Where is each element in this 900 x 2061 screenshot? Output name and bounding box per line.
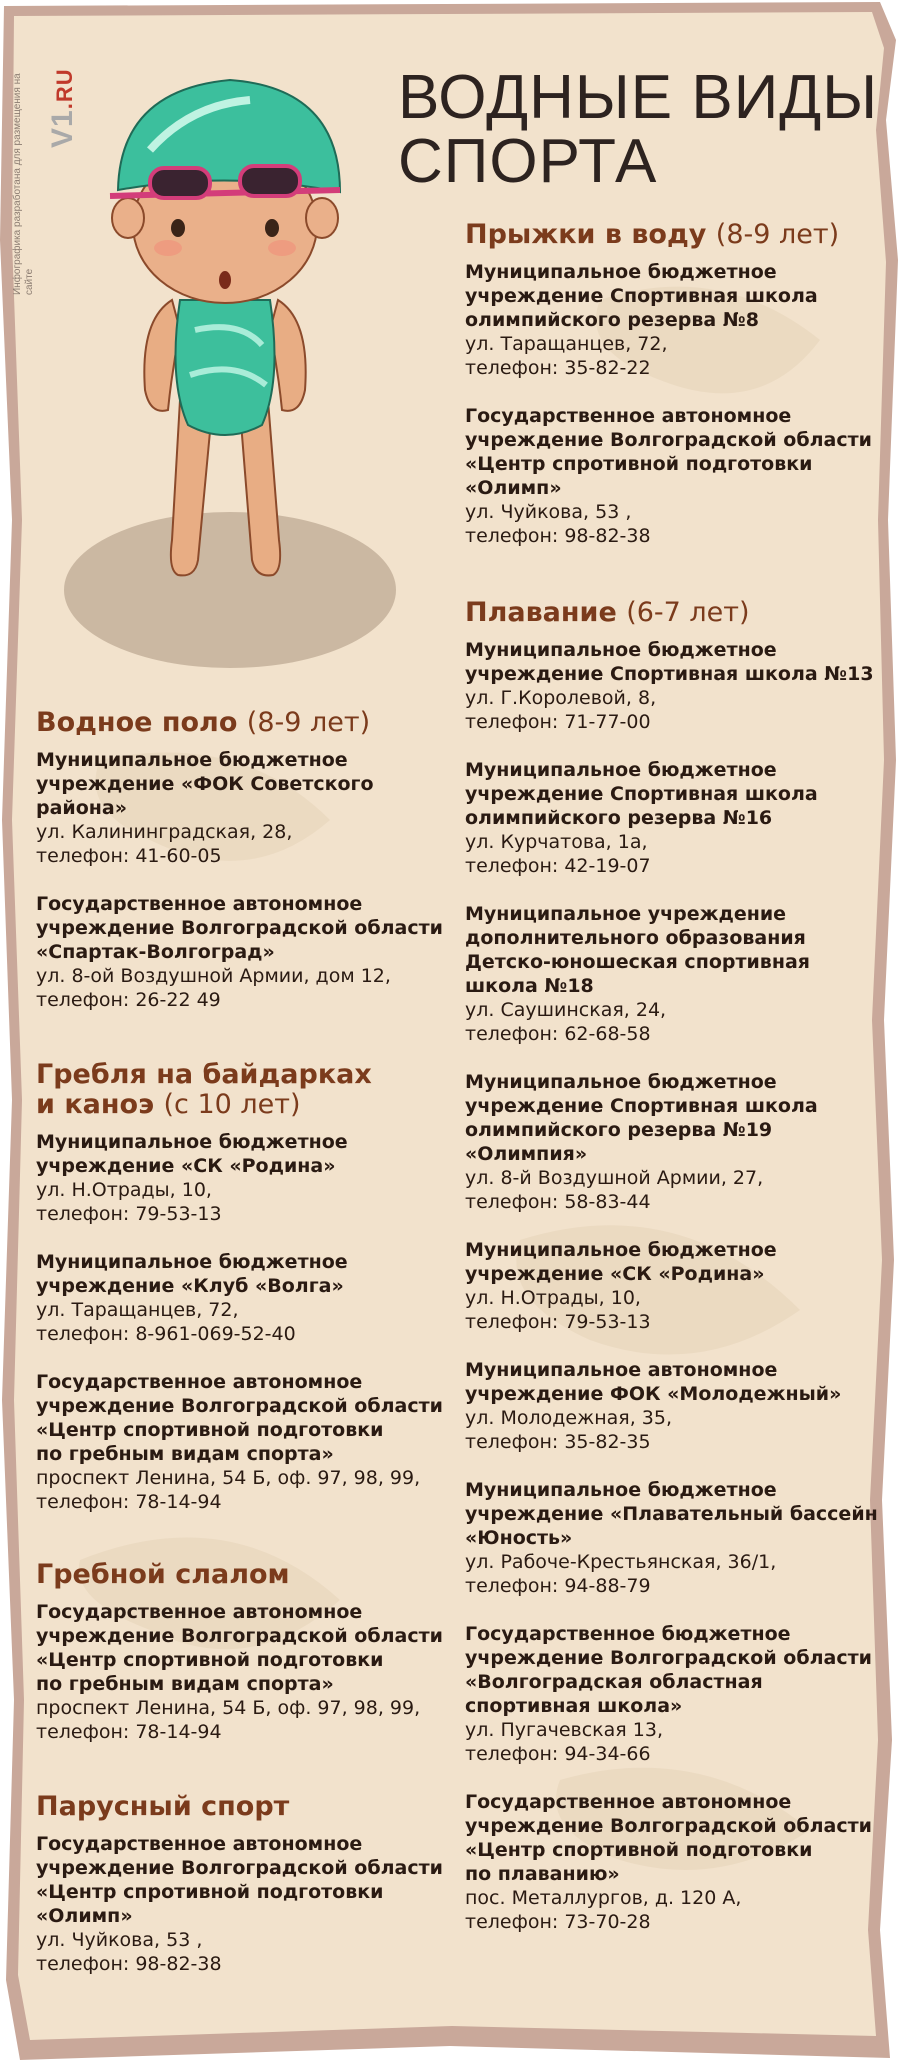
- organization-address: ул. Н.Отрады, 10,: [465, 1287, 641, 1309]
- organization-entry: [36, 748, 446, 868]
- organization-phone: телефон: 98-82-38: [36, 1953, 222, 1975]
- organization-address: ул. Таращанцев, 72,: [36, 1299, 239, 1321]
- organization-entry: [36, 892, 446, 1012]
- organization-entry: [36, 1250, 446, 1346]
- organization-entry: [465, 758, 885, 878]
- organization-entry: [36, 1832, 446, 1976]
- organization-address: ул. 8-ой Воздушной Армии, дом 12,: [36, 965, 391, 987]
- section-heading: Гребля на байдарках и каноэ (с 10 лет): [36, 1059, 372, 1120]
- organization-entry: [465, 1070, 885, 1214]
- organization-name: Муниципальное бюджетное учреждение Спортивная школа олимпийского резерва №16: [465, 759, 818, 829]
- organization-name: Муниципальное бюджетное учреждение «Плавательный бассейн «Юность»: [465, 1479, 878, 1549]
- section-heading: Плавание (6-7 лет): [465, 597, 750, 628]
- organization-address: ул. Чуйкова, 53 ,: [36, 1929, 203, 1951]
- organization-name: Муниципальное бюджетное учреждение «Клуб «Волга»: [36, 1251, 348, 1297]
- organization-name: Государственное автономное учреждение Волгоградской области «Спартак-Волгоград»: [36, 893, 443, 963]
- organization-entry: [465, 1622, 885, 1766]
- organization-phone: телефон: 8-961-069-52-40: [36, 1323, 296, 1345]
- organization-phone: телефон: 71-77-00: [465, 711, 651, 733]
- organization-name: Государственное автономное учреждение Волгоградской области «Центр спортивной подготовки по гребным видам спорта»: [36, 1371, 443, 1465]
- organization-phone: телефон: 73-70-28: [465, 1911, 651, 1933]
- organization-phone: телефон: 78-14-94: [36, 1491, 222, 1513]
- organization-entry: [465, 1358, 885, 1454]
- organization-address: ул. Рабоче-Крестьянская, 36/1,: [465, 1551, 777, 1573]
- organization-name: Муниципальное учреждение дополнительного образования Детско-юношеская спортивная школа №18: [465, 903, 810, 997]
- organization-entry: [465, 1238, 885, 1334]
- organization-address: ул. Чуйкова, 53 ,: [465, 501, 632, 523]
- organization-address: проспект Ленина, 54 Б, оф. 97, 98, 99,: [36, 1697, 421, 1719]
- organization-name: Государственное бюджетное учреждение Волгоградской области «Волгоградская областная спортивная школа»: [465, 1623, 872, 1717]
- section-heading: Гребной слалом: [36, 1559, 290, 1590]
- organization-phone: телефон: 35-82-35: [465, 1431, 651, 1453]
- organization-name: Муниципальное бюджетное учреждение Спортивная школа олимпийского резерва №8: [465, 261, 818, 331]
- organization-phone: телефон: 35-82-22: [465, 357, 651, 379]
- organization-name: Государственное автономное учреждение Волгоградской области «Центр спортивной подготовки по плаванию»: [465, 1791, 872, 1885]
- organization-name: Муниципальное бюджетное учреждение Спортивная школа №13: [465, 639, 874, 685]
- organization-address: ул. 8-й Воздушной Армии, 27,: [465, 1167, 764, 1189]
- organization-entry: [36, 1370, 446, 1514]
- section-sailing: [36, 1792, 446, 2000]
- organization-phone: телефон: 94-34-66: [465, 1743, 651, 1765]
- organization-phone: телефон: 26-22 49: [36, 989, 221, 1011]
- organization-address: ул. Пугачевская 13,: [465, 1719, 663, 1741]
- organization-address: ул. Таращанцев, 72,: [465, 333, 668, 355]
- organization-phone: телефон: 79-53-13: [465, 1311, 651, 1333]
- organization-address: ул. Н.Отрады, 10,: [36, 1179, 212, 1201]
- page-title: ВОДНЫЕ ВИДЫ СПОРТА: [398, 63, 879, 196]
- site-logo: V1.RU: [46, 68, 79, 148]
- organization-entry: [36, 1600, 446, 1744]
- organization-phone: телефон: 94-88-79: [465, 1575, 651, 1597]
- organization-phone: телефон: 62-68-58: [465, 1023, 651, 1045]
- organization-entry: [465, 404, 885, 548]
- organization-address: ул. Г.Королевой, 8,: [465, 687, 657, 709]
- organization-name: Государственное автономное учреждение Волгоградской области «Центр спротивной подготовки «Олимп»: [36, 1833, 443, 1927]
- organization-phone: телефон: 58-83-44: [465, 1191, 651, 1213]
- section-canoe: [36, 1060, 446, 1538]
- organization-entry: [465, 902, 885, 1046]
- organization-phone: телефон: 42-19-07: [465, 855, 651, 877]
- organization-address: ул. Молодежная, 35,: [465, 1407, 672, 1429]
- section-diving: [465, 220, 885, 572]
- organization-entry: [465, 260, 885, 380]
- credit-text: Инфографика разработана для размещения на сайте: [12, 73, 35, 295]
- section-heading: Прыжки в воду (8-9 лет): [465, 219, 840, 250]
- organization-name: Муниципальное бюджетное учреждение Спортивная школа олимпийского резерва №19 «Олимпия»: [465, 1071, 818, 1165]
- organization-address: ул. Курчатова, 1а,: [465, 831, 648, 853]
- organization-entry: [465, 638, 885, 734]
- section-heading: Парусный спорт: [36, 1791, 290, 1822]
- section-swimming: [465, 598, 885, 1958]
- organization-name: Муниципальное бюджетное учреждение «СК «Родина»: [36, 1131, 348, 1177]
- organization-address: ул. Калининградская, 28,: [36, 821, 293, 843]
- organization-name: Муниципальное бюджетное учреждение «СК «Родина»: [465, 1239, 777, 1285]
- organization-name: Государственное автономное учреждение Волгоградской области «Центр спортивной подготовки по гребным видам спорта»: [36, 1601, 443, 1695]
- organization-phone: телефон: 79-53-13: [36, 1203, 222, 1225]
- organization-address: проспект Ленина, 54 Б, оф. 97, 98, 99,: [36, 1467, 421, 1489]
- section-heading: Водное поло (8-9 лет): [36, 707, 371, 738]
- organization-entry: [465, 1790, 885, 1934]
- organization-address: ул. Саушинская, 24,: [465, 999, 667, 1021]
- organization-entry: [465, 1478, 885, 1598]
- organization-name: Государственное автономное учреждение Волгоградской области «Центр спротивной подготовки «Олимп»: [465, 405, 872, 499]
- organization-phone: телефон: 78-14-94: [36, 1721, 222, 1743]
- organization-phone: телефон: 41-60-05: [36, 845, 222, 867]
- organization-entry: [36, 1130, 446, 1226]
- organization-address: пос. Металлургов, д. 120 А,: [465, 1887, 742, 1909]
- organization-name: Муниципальное автономное учреждение ФОК «Молодежный»: [465, 1359, 842, 1405]
- organization-phone: телефон: 98-82-38: [465, 525, 651, 547]
- section-slalom: [36, 1560, 446, 1768]
- organization-name: Муниципальное бюджетное учреждение «ФОК Советского района»: [36, 749, 374, 819]
- section-water-polo: [36, 708, 446, 1036]
